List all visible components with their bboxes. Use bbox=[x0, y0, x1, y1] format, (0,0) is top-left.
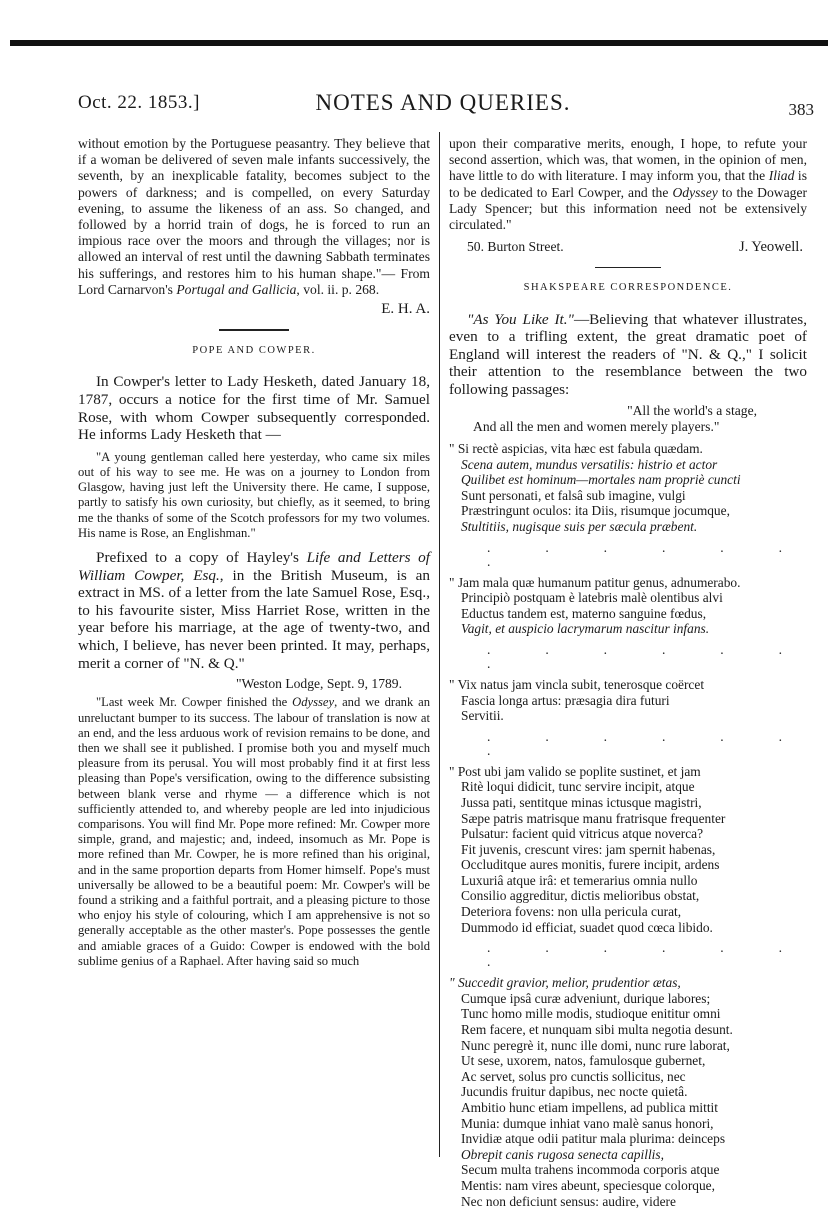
section-heading-pope-cowper: POPE AND COWPER. bbox=[192, 345, 316, 357]
latin-verse-block-4 bbox=[449, 764, 807, 936]
verse-line: Ambitio hunc etiam impellens, ad publica mittit bbox=[461, 1100, 718, 1115]
paragraph-as-you-like-it: "As You Like It."—Believing that whatever illustrates, even to a trifling extent, the great dramatic poet of England will interest the readers of "N. & Q.," I solicit their attention to the resemblance between the two following passages: bbox=[449, 310, 807, 398]
ellipsis-dots: . . . . . . . bbox=[487, 539, 807, 569]
verse-line: Sæpe patris matrisque manu fratrisque frequenter bbox=[461, 810, 726, 826]
verse-line: Nec non deficiunt sensus: audire, videre bbox=[461, 1193, 676, 1209]
verse-line: " Vix natus jam vincla subit, tenerosque coërcet bbox=[449, 676, 705, 692]
page-number: 383 bbox=[788, 100, 814, 119]
verse-line: Mentis: nam vires abeunt, speciesque colorque, bbox=[461, 1177, 715, 1193]
section-separator bbox=[219, 329, 289, 331]
verse-line: Sunt personati, et falsâ sub imagine, vulgi bbox=[461, 487, 686, 503]
verse-line: Jussa pati, sentitque minas ictusque magistri, bbox=[461, 794, 702, 810]
quote-line-stage: "All the world's a stage, bbox=[627, 402, 757, 418]
verse-line: Quilibet est hominum—mortales nam propriè cuncti bbox=[461, 472, 741, 488]
latin-verse-block-3 bbox=[449, 677, 807, 724]
verse-line: " Succedit gravior, melior, prudentior ætas, bbox=[449, 975, 681, 991]
signature-eha: E. H. A. bbox=[381, 301, 430, 318]
quote-young-gentleman: "A young gentleman called here yesterday, who came six miles out of his way to see me. He was on a journey to London from Glasgow, having just left the University there. He came, I suppose, partly to satisfy his own curiosity, but chiefly, as it seemed, to bring me the thanks of some of the Scotch professors for my two volumes. His name is Rose, an Englishman." bbox=[78, 449, 430, 540]
carnarvon-excerpt: without emotion by the Portuguese peasantry. They believe that if a woman be delivered of seven male infants successively, the seventh, by an inexplicable fatality, becomes subject to the powers of darkness; and is compelled, on every Saturday evening, to assume the likeness of an ass. So changed, and followed by a horrid train of dogs, he is forced to run an impious race over the moors and through the villages; nor is allowed an interval of rest until the dawning Sabbath terminates his sufferings, and restores him to his human shape."— From Lord Carnarvon's Portugal and Gallicia, vol. ii. p. 268. bbox=[78, 136, 430, 297]
verse-line: " Si rectè aspicias, vita hæc est fabula quædam. bbox=[449, 441, 703, 456]
verse-line: Invidiæ atque odii patitur mala plurima: deinceps bbox=[461, 1131, 726, 1147]
verse-line: Tunc homo mille modis, studioque enititur omni bbox=[461, 1006, 721, 1022]
verse-line: Fit juvenis, crescunt vires: jam spernit habenas, bbox=[461, 841, 716, 857]
verse-line: Luxuriâ atque irâ: et temerarius omnia nullo bbox=[461, 872, 698, 888]
verse-line: Fascia longa artus: præsagia dira futuri bbox=[461, 692, 670, 708]
verse-line: Præstringunt oculos: ita Diis, risumque jocumque, bbox=[461, 503, 730, 519]
journal-title: NOTES AND QUERIES. bbox=[315, 90, 571, 115]
left-column bbox=[78, 136, 430, 969]
verse-line: Obrepit canis rugosa senecta capillis, bbox=[461, 1146, 664, 1162]
verse-line: Jucundis fruitur dapibus, nec nocte quietâ. bbox=[461, 1084, 688, 1100]
letter-dateline: "Weston Lodge, Sept. 9, 1789. bbox=[235, 676, 402, 692]
right-column bbox=[449, 136, 807, 1215]
verse-line: Eductus tandem est, materno sanguine fœdus, bbox=[461, 605, 707, 621]
verse-line: Rem facere, et nunquam sibi multa negotia desunt. bbox=[461, 1022, 733, 1038]
verse-line: Occluditque aures monitis, furere incipit, ardens bbox=[461, 857, 720, 873]
verse-line: " Post ubi jam valido se poplite sustinet, et jam bbox=[449, 763, 701, 779]
rose-letter: "Last week Mr. Cowper finished the Odyssey, and we drank an unreluctant bumper to its success. The labour of translation is now at an end, and the less arduous work of revision remains to be done, and then we shall see it published. I promise both you and myself much pleasure from its perusal. You will most probably find it at first less pleasing than Pope's versification, owing to the difference subsisting between blank verse and rhyme — a difference which is not sufficiently attended to, and whereby people are led into injudicious comparisons. You will find Mr. Pope more refined: Mr. Cowper more simple, grand, and majestic; and, indeed, insomuch as Mr. Pope is more refined than Mr. Cowper, he is more refined than his original, and in the same proportion departs from Homer himself. Pope's must universally be allowed to be a beautiful poem: Mr. Cowper's will be found a striking and a faithful portrait, and a pleasing picture to those who enjoy his style of colouring, which I am apprehensive is not so generally acceptable as the other master's. Pope possesses the gentle and amiable graces of a Guido: Cowper is endowed with the bold sublime genius of a Raphael. After having said so much bbox=[78, 695, 431, 968]
verse-line: Vagit, et auspicio lacrymarum nascitur infans. bbox=[461, 621, 710, 637]
verse-line: Servitii. bbox=[461, 708, 504, 724]
quote-line-players: And all the men and women merely players." bbox=[473, 418, 720, 434]
section-separator bbox=[595, 267, 661, 268]
verse-line: Secum multa trahens incommoda corporis atque bbox=[461, 1162, 720, 1178]
verse-line: Ritè loqui didicit, tunc servire incipit, atque bbox=[461, 779, 695, 795]
ellipsis-dots: . . . . . . . bbox=[487, 728, 807, 758]
verse-line: Cumque ipsâ curæ adveniunt, durique labores; bbox=[461, 990, 711, 1006]
page-header bbox=[78, 90, 814, 126]
rose-letter-continued: upon their comparative merits, enough, I hope, to refute your second assertion, which was, that women, in the opinion of men, have little to do with literature. I may inform you, that the Iliad is to be dedicated to Earl Cowper, and the Odyssey to the Dowager Lady Spencer; but this information need not be extensively circulated." bbox=[449, 136, 808, 233]
verse-line: Principiò postquam è latebris malè olentibus alvi bbox=[461, 590, 723, 606]
section-heading-shakspeare: SHAKSPEARE CORRESPONDENCE. bbox=[523, 282, 733, 294]
latin-verse-block-1 bbox=[449, 441, 807, 535]
ellipsis-dots: . . . . . . . bbox=[487, 940, 807, 970]
verse-line: Nunc peregrè it, nunc ille domi, nunc rure laborat, bbox=[461, 1037, 730, 1053]
paragraph-cowper-letter: In Cowper's letter to Lady Hesketh, dated January 18, 1787, occurs a notice for the first time of Mr. Samuel Rose, with whom Cowper subsequently corresponded. He informs Lady Hesketh that — bbox=[78, 373, 430, 444]
verse-line: Stultitiis, nugisque suis per sæcula præbent. bbox=[461, 518, 698, 534]
verse-line: Munia: dumque inhiat vano malè sanus honori, bbox=[461, 1115, 714, 1131]
issue-date: Oct. 22. 1853.] bbox=[78, 92, 201, 113]
signature-yeowell: J. Yeowell. bbox=[738, 239, 803, 256]
paragraph-hayley: Prefixed to a copy of Hayley's Life and Letters of William Cowper, Esq., in the British Museum, is an extract in MS. of a letter from the late Samuel Rose, Esq., to his favourite sister, Miss Harriet Rose, written in the year before his marriage, at the age of twenty-two, and which, I believe, has never been printed. It may, perhaps, merit a corner of "N. & Q." bbox=[78, 549, 430, 672]
signature-address: 50. Burton Street. bbox=[467, 239, 564, 255]
verse-line: Consilio aggreditur, dictis melioribus obstat, bbox=[461, 888, 700, 904]
column-divider bbox=[439, 132, 440, 1157]
ellipsis-dots: . . . . . . . bbox=[487, 641, 807, 671]
verse-line: Scena autem, mundus versatilis: histrio et actor bbox=[461, 456, 718, 472]
latin-verse-block-2 bbox=[449, 575, 807, 637]
verse-line: Pulsatur: facient quid vitricus atque noverca? bbox=[461, 826, 704, 842]
verse-line: Ut sese, uxorem, natos, famulosque gubernet, bbox=[461, 1053, 706, 1069]
verse-line: " Jam mala quæ humanum patitur genus, adnumerabo. bbox=[449, 574, 741, 590]
verse-line: Dummodo id efficiat, suadet quod cœca libido. bbox=[461, 919, 713, 935]
latin-verse-block-5 bbox=[449, 975, 807, 1209]
signature-row bbox=[449, 239, 807, 255]
verse-line: Deteriora fovens: non ulla pericula curat, bbox=[461, 904, 682, 920]
top-rule bbox=[10, 40, 828, 46]
verse-line: Ac servet, solus pro cunctis sollicitus, nec bbox=[461, 1068, 686, 1084]
